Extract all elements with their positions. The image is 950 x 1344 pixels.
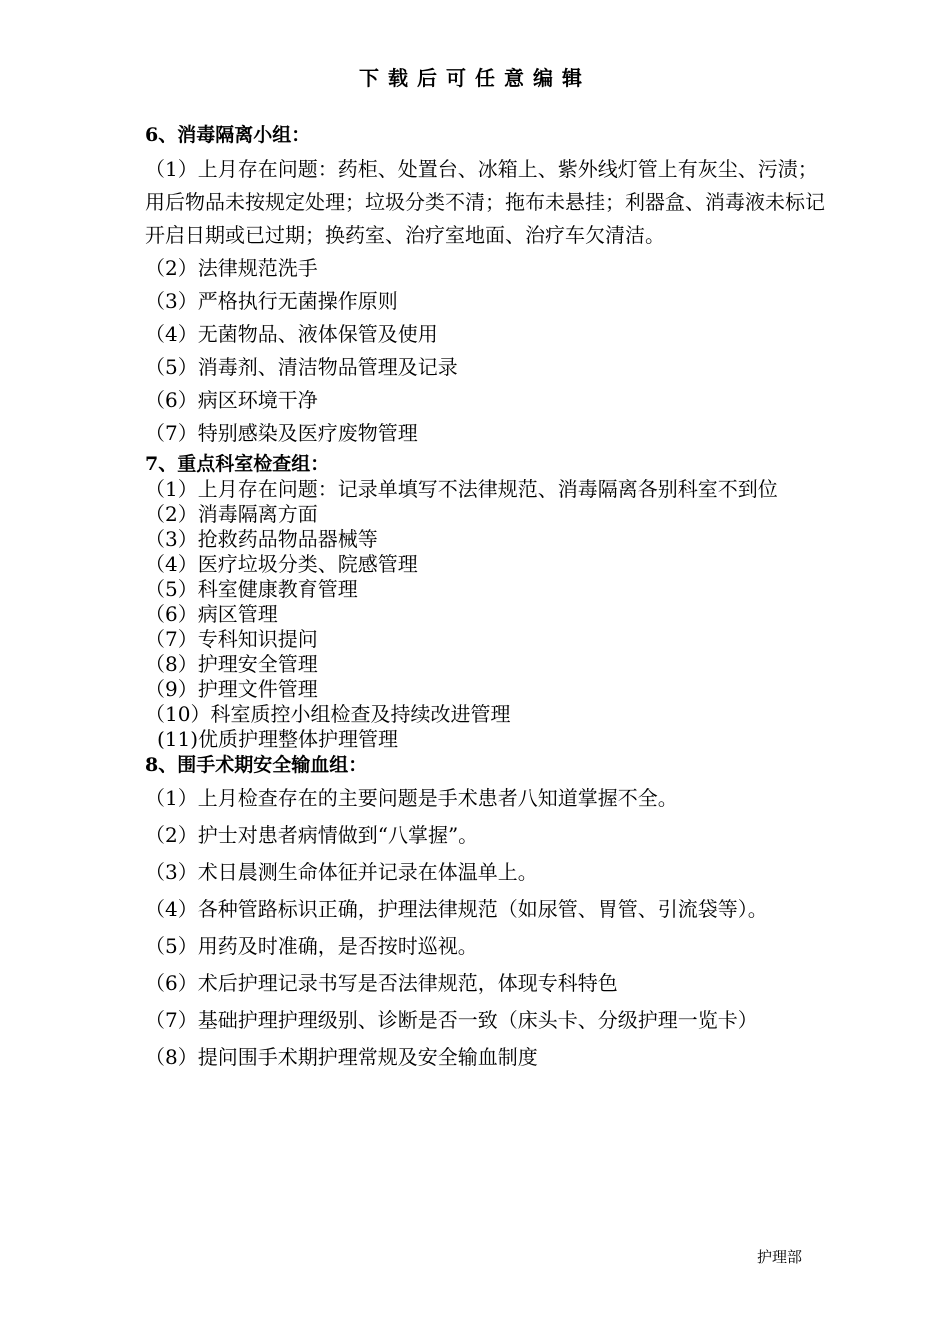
document-body — [145, 120, 825, 1076]
section-7-item-9: （9）护理文件管理 — [145, 677, 318, 701]
section-7-item-11: (11)优质护理整体护理管理 — [157, 727, 399, 751]
section-7-title: 7、重点科室检查组： — [145, 453, 330, 475]
section-7-item-7: （7）专科知识提问 — [145, 627, 318, 651]
section-7-item-2: （2）消毒隔离方面 — [145, 502, 318, 526]
section-8-item-4: （4）各种管路标识正确，护理法律规范（如尿管、胃管、引流袋等）。 — [145, 897, 768, 921]
section-8-item-6: （6）术后护理记录书写是否法律规范，体现专科特色 — [145, 971, 618, 995]
section-8-item-3: （3）术日晨测生命体征并记录在体温单上。 — [145, 860, 538, 884]
section-7-item-6: （6）病区管理 — [145, 602, 278, 626]
section-7-item-8: （8）护理安全管理 — [145, 652, 318, 676]
section-6-item-1: （1）上月存在问题：药柜、处置台、冰箱上、紫外线灯管上有灰尘、污渍；用后物品未按规定处理；垃圾分类不清；拖布未悬挂；利器盒、消毒液未标记开启日期或已过期；换药室、治疗室地面、治疗车欠清洁。 — [145, 157, 825, 247]
section-8-item-1: （1）上月检查存在的主要问题是手术患者八知道掌握不全。 — [145, 786, 678, 810]
section-7-item-10: （10）科室质控小组检查及持续改进管理 — [145, 702, 511, 726]
section-8-item-7: （7）基础护理护理级别、诊断是否一致（床头卡、分级护理一览卡） — [145, 1008, 758, 1032]
section-6-item-4: （4）无菌物品、液体保管及使用 — [145, 322, 438, 346]
section-6-item-7: （7）特别感染及医疗废物管理 — [145, 421, 418, 445]
section-6-item-5: （5）消毒剂、清洁物品管理及记录 — [145, 355, 458, 379]
section-6-title: 6、消毒隔离小组： — [145, 124, 311, 146]
section-8-item-8: （8）提问围手术期护理常规及安全输血制度 — [145, 1045, 538, 1069]
section-6-item-3: （3）严格执行无菌操作原则 — [145, 289, 398, 313]
page-header: 下载后可任意编辑 — [359, 66, 591, 90]
section-6-item-2: （2）法律规范洗手 — [145, 256, 318, 280]
section-6-item-6: （6）病区环境干净 — [145, 388, 318, 412]
section-8-item-2: （2）护士对患者病情做到“八掌握”。 — [145, 823, 479, 847]
page-footer: 护理部 — [757, 1248, 803, 1266]
section-7-item-1: （1）上月存在问题：记录单填写不法律规范、消毒隔离各别科室不到位 — [145, 477, 778, 501]
section-7-item-5: （5）科室健康教育管理 — [145, 577, 358, 601]
section-7-item-4: （4）医疗垃圾分类、院感管理 — [145, 552, 418, 576]
section-7-item-3: （3）抢救药品物品器械等 — [145, 527, 378, 551]
section-8-title: 8、围手术期安全输血组： — [145, 754, 368, 776]
section-8-item-5: （5）用药及时准确，是否按时巡视。 — [145, 934, 478, 958]
